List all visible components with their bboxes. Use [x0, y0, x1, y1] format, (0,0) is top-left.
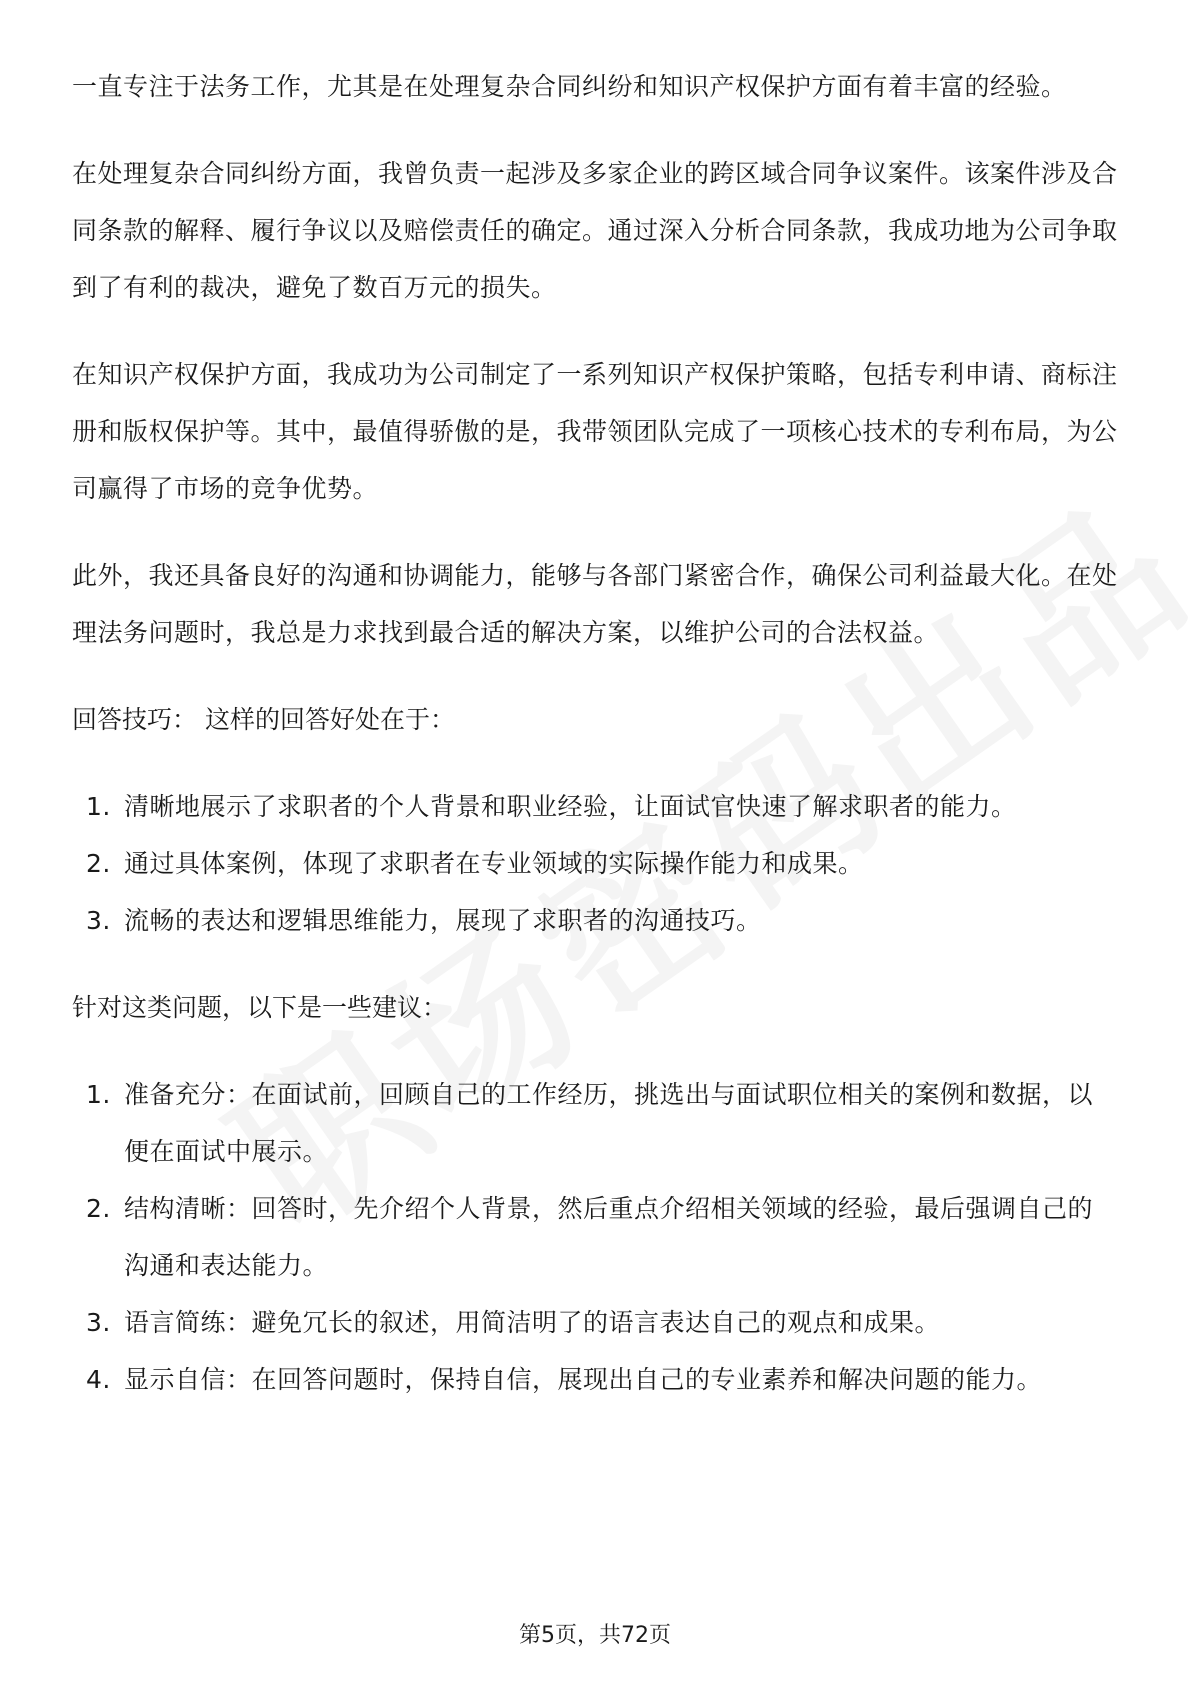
paragraph-contract-disputes: 在处理复杂合同纠纷方面，我曾负责一起涉及多家企业的跨区域合同争议案件。该案件涉及合同条款的解释、履行争议以及赔偿责任的确定。通过深入分析合同条款，我成功地为公司争取到了有利的裁决，避免了数百万元的损失。: [72, 159, 1118, 302]
list-item: [72, 1066, 1118, 1180]
list-item-number: 2.: [86, 1194, 111, 1223]
list-item: [72, 892, 1118, 949]
list-item-number: 1.: [86, 1080, 111, 1109]
tips-list: [72, 778, 1118, 949]
list-item-text: 显示自信：在回答问题时，保持自信，展现出自己的专业素养和解决问题的能力。: [124, 1365, 1043, 1394]
list-item: [72, 1180, 1118, 1294]
list-item: [72, 835, 1118, 892]
list-item: [72, 1351, 1118, 1408]
list-item-text: 通过具体案例，体现了求职者在专业领域的实际操作能力和成果。: [124, 849, 864, 878]
list-item-number: 3.: [86, 906, 111, 935]
list-item-text: 语言简练：避免冗长的叙述，用简洁明了的语言表达自己的观点和成果。: [124, 1308, 941, 1337]
list-item-text: 结构清晰：回答时，先介绍个人背景，然后重点介绍相关领域的经验，最后强调自己的沟通和表达能力。: [124, 1194, 1094, 1280]
list-item-text: 准备充分：在面试前，回顾自己的工作经历，挑选出与面试职位相关的案例和数据，以便在面试中展示。: [124, 1080, 1094, 1166]
tips-heading: 回答技巧： 这样的回答好处在于：: [72, 705, 455, 734]
paragraph-intro: 一直专注于法务工作，尤其是在处理复杂合同纠纷和知识产权保护方面有着丰富的经验。: [72, 72, 1067, 101]
paragraph-communication: 此外，我还具备良好的沟通和协调能力，能够与各部门紧密合作，确保公司利益最大化。在处理法务问题时，我总是力求找到最合适的解决方案，以维护公司的合法权益。: [72, 561, 1118, 647]
list-item-number: 1.: [86, 792, 111, 821]
list-item-number: 4.: [86, 1365, 111, 1394]
list-item: [72, 778, 1118, 835]
document-body: [72, 58, 1118, 1438]
list-item-text: 流畅的表达和逻辑思维能力，展现了求职者的沟通技巧。: [124, 906, 762, 935]
page-number: 第5页，共72页: [519, 1623, 671, 1648]
list-item: [72, 1294, 1118, 1351]
advice-list: [72, 1066, 1118, 1408]
list-item-number: 2.: [86, 849, 111, 878]
paragraph-ip-protection: 在知识产权保护方面，我成功为公司制定了一系列知识产权保护策略，包括专利申请、商标注册和版权保护等。其中，最值得骄傲的是，我带领团队完成了一项核心技术的专利布局，为公司赢得了市场的竞争优势。: [72, 360, 1118, 503]
list-item-text: 清晰地展示了求职者的个人背景和职业经验，让面试官快速了解求职者的能力。: [124, 792, 1017, 821]
advice-heading: 针对这类问题，以下是一些建议：: [72, 993, 448, 1022]
list-item-number: 3.: [86, 1308, 111, 1337]
